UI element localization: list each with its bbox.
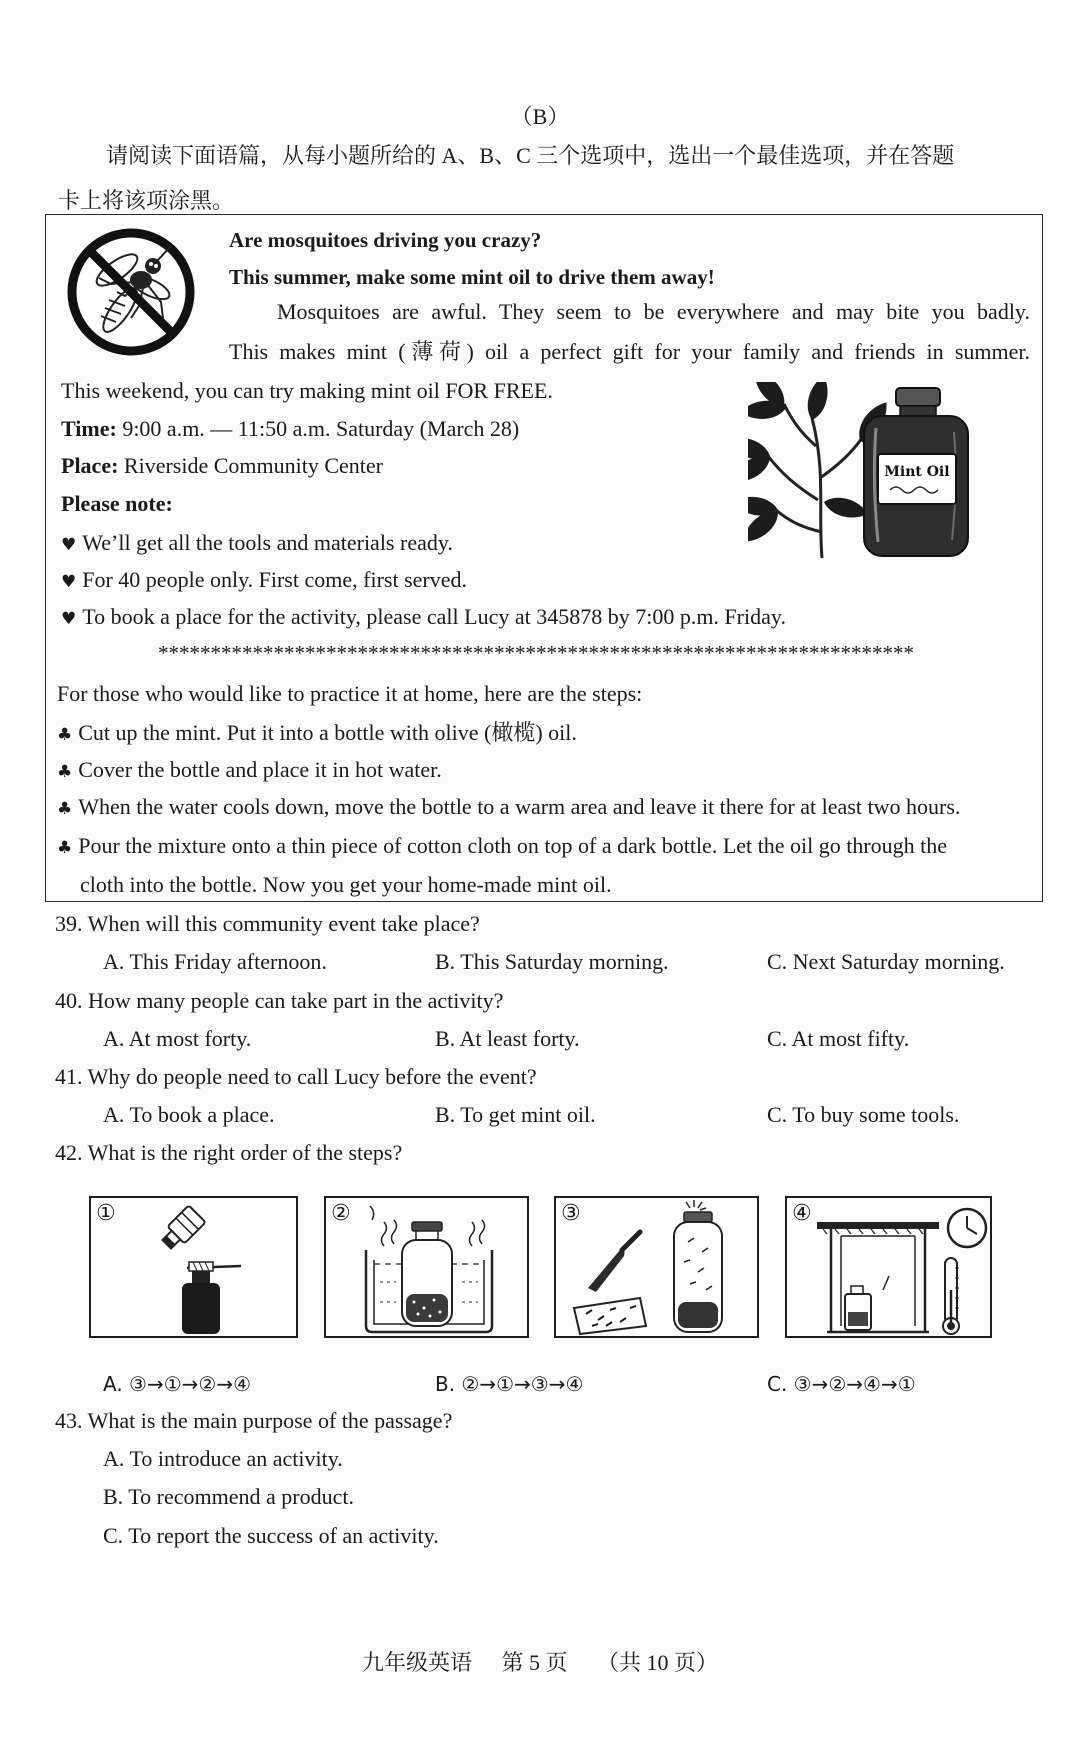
no-mosquito-icon [65, 226, 197, 358]
step-picture-3 [554, 1196, 759, 1338]
ad-intro-line-3: This weekend, you can try making mint oil FOR FREE. [61, 378, 553, 403]
step-text: Pour the mixture onto a thin piece of cotton cloth on top of a dark bottle. Let the oil go through the [78, 833, 948, 858]
note-text: For 40 people only. First come, first served. [82, 567, 467, 592]
option-c: C. ③→②→④→① [767, 1372, 916, 1396]
jar-with-mint [674, 1200, 722, 1332]
time-label: Time: [61, 416, 117, 441]
tilted-bottle [158, 1205, 206, 1253]
footer-total: （共 10 页） [597, 1650, 719, 1675]
picture-number: ① [96, 1201, 116, 1226]
step-text: Cut up the mint. Put it into a bottle with olive (橄榄) oil. [78, 720, 577, 745]
option-a: A. ③→①→②→④ [103, 1372, 252, 1396]
question-number: 41. [55, 1064, 83, 1089]
club-bullet-icon: ♣ [57, 799, 73, 819]
question-number: 39. [55, 911, 83, 936]
step-picture-2 [324, 1196, 529, 1338]
option-b: B. To get mint oil. [435, 1102, 596, 1127]
ad-subheadline: This summer, make some mint oil to drive them away! [229, 265, 715, 289]
club-bullet-icon: ♣ [57, 762, 73, 782]
option-b: B. This Saturday morning. [435, 949, 669, 974]
small-bottle [845, 1286, 871, 1330]
note-item [61, 604, 786, 632]
mint-oil-illustration [748, 382, 974, 560]
option-c: C. To buy some tools. [767, 1102, 960, 1127]
event-time [61, 416, 519, 442]
option-c: C. At most fifty. [767, 1026, 910, 1051]
step-item [57, 720, 577, 748]
option-a: A. This Friday afternoon. [103, 949, 327, 974]
step-continuation: cloth into the bottle. Now you get your home-made mint oil. [80, 872, 612, 897]
jar [402, 1222, 452, 1326]
place-label: Place: [61, 453, 119, 478]
step-picture-1 [89, 1196, 298, 1338]
cutting-illustration [556, 1198, 757, 1336]
ad-intro-line-1: Mosquitoes are awful. They seem to be everywhere and may bite you badly. [277, 299, 1030, 324]
step-item [57, 757, 442, 785]
window-shelf [817, 1222, 939, 1332]
question-text: When will this community event take place? [87, 911, 480, 936]
club-bullet-icon: ♣ [57, 725, 73, 745]
question-number: 40. [55, 988, 83, 1013]
footer-subject: 九年级英语 [361, 1650, 472, 1675]
picture-number: ③ [561, 1201, 581, 1226]
option-b: B. To recommend a product. [103, 1484, 354, 1509]
instructions-line-1: 请阅读下面语篇，从每小题所给的 A、B、C 三个选项中，选出一个最佳选项，并在答题 [106, 143, 955, 168]
warm-area-illustration [787, 1198, 990, 1336]
bottle-label-text: Mint Oil [884, 464, 950, 480]
knife [588, 1232, 640, 1292]
question-text: Why do people need to call Lucy before the event? [87, 1064, 537, 1089]
question-text: How many people can take part in the activity? [88, 988, 504, 1013]
picture-number: ② [331, 1201, 351, 1226]
option-b: B. ②→①→③→④ [435, 1372, 584, 1396]
place-value: Riverside Community Center [123, 453, 383, 478]
note-item [61, 530, 453, 558]
question-40 [55, 988, 503, 1014]
note-text: We’ll get all the tools and materials ready. [82, 530, 453, 555]
question-42 [55, 1140, 402, 1166]
steps-intro: For those who would like to practice it at home, here are the steps: [57, 681, 643, 706]
cloth-and-stick [187, 1262, 241, 1271]
picture-number: ④ [792, 1201, 812, 1226]
ad-intro-line-2: This makes mint (薄荷) oil a perfect gift for your family and friends in summer. [229, 339, 1030, 364]
question-number: 43. [55, 1408, 83, 1433]
pouring-illustration [91, 1198, 296, 1336]
step-text: When the water cools down, move the bottle to a warm area and leave it there for at least two hours. [78, 794, 961, 819]
question-text: What is the right order of the steps? [87, 1140, 403, 1165]
step-text: Cover the bottle and place it in hot water. [78, 757, 442, 782]
option-a: A. To introduce an activity. [103, 1446, 343, 1471]
section-divider: ************************************************************************ [158, 641, 914, 665]
hot-water-illustration [326, 1198, 527, 1336]
footer-page: 第 5 页 [501, 1650, 568, 1675]
option-b: B. At least forty. [435, 1026, 580, 1051]
option-a: A. At most forty. [103, 1026, 252, 1051]
heart-bullet-icon: ♥ [61, 609, 77, 629]
option-c: C. Next Saturday morning. [767, 949, 1005, 974]
page-footer [0, 1650, 1080, 1676]
question-text: What is the main purpose of the passage? [87, 1408, 453, 1433]
question-43 [55, 1408, 452, 1434]
clock-icon [948, 1209, 986, 1247]
thermometer-icon [943, 1258, 959, 1334]
step-item [57, 833, 947, 861]
event-place [61, 453, 383, 479]
step-picture-4 [785, 1196, 992, 1338]
note-item [61, 567, 467, 595]
note-text: To book a place for the activity, please call Lucy at 345878 by 7:00 p.m. Friday. [82, 604, 786, 629]
section-label: （B） [510, 104, 570, 129]
option-a: A. To book a place. [103, 1102, 275, 1127]
option-c: C. To report the success of an activity. [103, 1523, 439, 1548]
cutting-board [574, 1298, 646, 1334]
question-39 [55, 911, 480, 937]
heart-bullet-icon: ♥ [61, 535, 77, 555]
step-item [57, 794, 960, 822]
dark-bottle [182, 1271, 220, 1334]
question-number: 42. [55, 1140, 83, 1165]
ad-headline: Are mosquitoes driving you crazy? [229, 228, 542, 252]
heart-bullet-icon: ♥ [61, 572, 77, 592]
note-label: Please note: [61, 491, 173, 516]
club-bullet-icon: ♣ [57, 838, 73, 858]
instructions-line-2: 卡上将该项涂黑。 [58, 188, 235, 213]
question-41 [55, 1064, 537, 1090]
time-value: 9:00 a.m. — 11:50 a.m. Saturday (March 28) [122, 416, 520, 441]
